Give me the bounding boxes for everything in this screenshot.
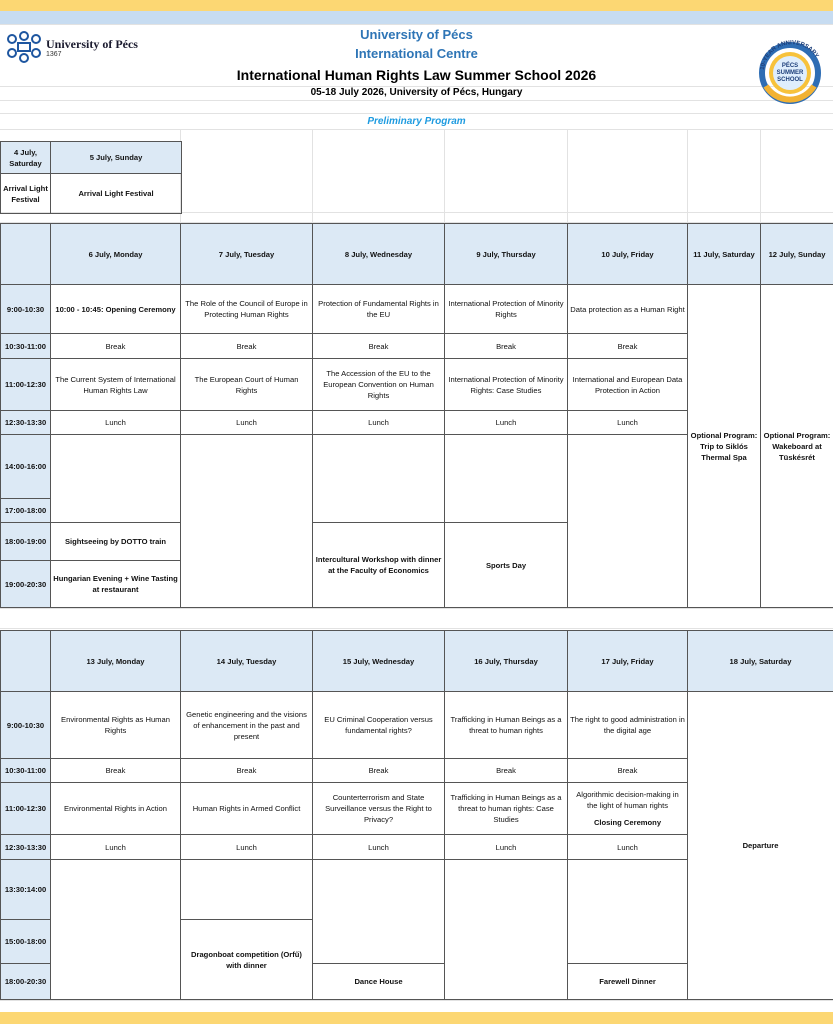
- week2-day-header: 16 July, Thursday: [445, 631, 568, 692]
- week2-corner: [1, 631, 51, 692]
- session-cell: Human Rights in Armed Conflict: [181, 783, 313, 835]
- empty-cell: [445, 435, 568, 523]
- event-dates: 05-18 July 2026, University of Pécs, Hungary: [310, 87, 523, 98]
- week2-day-header: 18 July, Saturday: [688, 631, 833, 692]
- week1-day-header: 8 July, Wednesday: [313, 224, 445, 285]
- session-cell: The Accession of the EU to the European Convention on Human Rights: [313, 359, 445, 411]
- week1-day-header: 10 July, Friday: [568, 224, 688, 285]
- lunch-cell: Lunch: [568, 411, 688, 435]
- session-cell: Environmental Rights as Human Rights: [51, 692, 181, 759]
- time-slot: 13:30:14:00: [1, 860, 51, 920]
- time-slot: 19:00-20:30: [1, 561, 51, 608]
- lunch-cell: Lunch: [445, 835, 568, 860]
- session-cell: Environmental Rights in Action: [51, 783, 181, 835]
- bottom-band: [0, 1012, 833, 1024]
- centre-name: International Centre: [355, 46, 478, 61]
- time-slot: 15:00-18:00: [1, 920, 51, 964]
- session-cell: Genetic engineering and the visions of enhancement in the past and present: [181, 692, 313, 759]
- lunch-cell: Lunch: [445, 411, 568, 435]
- session-cell: EU Criminal Cooperation versus fundamental rights?: [313, 692, 445, 759]
- top-band: [0, 0, 833, 11]
- break-cell: Break: [51, 759, 181, 783]
- session-cell: The right to good administration in the digital age: [568, 692, 688, 759]
- top-band-blue: [0, 11, 833, 24]
- farewell-dinner: Farewell Dinner: [568, 964, 688, 1000]
- time-slot: 12:30-13:30: [1, 411, 51, 435]
- week2-day-header: 14 July, Tuesday: [181, 631, 313, 692]
- time-slot: 9:00-10:30: [1, 692, 51, 759]
- session-cell-with-closing: [568, 783, 688, 835]
- session-cell: International Protection of Minority Rights: Case Studies: [445, 359, 568, 411]
- session-title: Algorithmic decision-making in the light of human rights: [576, 790, 679, 810]
- empty-cell: [51, 860, 181, 1000]
- lunch-cell: Lunch: [313, 835, 445, 860]
- week1-day-header: 12 July, Sunday: [761, 224, 833, 285]
- break-cell: Break: [313, 334, 445, 359]
- break-cell: Break: [445, 334, 568, 359]
- logo-year: 1367: [46, 51, 62, 58]
- sports-day: Sports Day: [445, 523, 568, 608]
- week2-schedule-table: [0, 630, 833, 1000]
- week1-day-header: 7 July, Tuesday: [181, 224, 313, 285]
- empty-cell: [51, 435, 181, 523]
- empty-cell: [445, 860, 568, 1000]
- arrival-day-2: 5 July, Sunday: [51, 142, 182, 174]
- lunch-cell: Lunch: [181, 411, 313, 435]
- lunch-cell: Lunch: [313, 411, 445, 435]
- session-cell: Trafficking in Human Beings as a threat to human rights: [445, 692, 568, 759]
- session-cell: Protection of Fundamental Rights in the EU: [313, 285, 445, 334]
- arrival-table: [0, 141, 182, 214]
- session-cell: International and European Data Protection in Action: [568, 359, 688, 411]
- opening-ceremony: 10:00 - 10:45: Opening Ceremony: [51, 285, 181, 334]
- break-cell: Break: [445, 759, 568, 783]
- session-cell: The European Court of Human Rights: [181, 359, 313, 411]
- week2-day-header: 15 July, Wednesday: [313, 631, 445, 692]
- empty-cell: [313, 860, 445, 964]
- arrival-event-2: Arrival Light Festival: [51, 174, 182, 214]
- arrival-day-1: 4 July, Saturday: [1, 142, 51, 174]
- session-cell: Counterterrorism and State Surveillance versus the Right to Privacy?: [313, 783, 445, 835]
- badge-line3: SCHOOL: [777, 77, 803, 83]
- break-cell: Break: [313, 759, 445, 783]
- dance-house: Dance House: [313, 964, 445, 1000]
- break-cell: Break: [51, 334, 181, 359]
- hungarian-evening: Hungarian Evening + Wine Tasting at restaurant: [51, 561, 181, 608]
- session-cell: The Current System of International Human Rights Law: [51, 359, 181, 411]
- session-cell: Trafficking in Human Beings as a threat to human rights: Case Studies: [445, 783, 568, 835]
- week1-schedule-table: [0, 223, 833, 608]
- time-slot: 11:00-12:30: [1, 359, 51, 411]
- program-subtitle: Preliminary Program: [367, 116, 466, 127]
- break-cell: Break: [181, 759, 313, 783]
- lunch-cell: Lunch: [181, 835, 313, 860]
- optional-program-saturday: Optional Program: Trip to Siklós Thermal Spa: [688, 285, 761, 608]
- dragonboat-event: Dragonboat competition (Orfű) with dinner: [181, 920, 313, 1000]
- session-cell: Data protection as a Human Right: [568, 285, 688, 334]
- time-slot: 11:00-12:30: [1, 783, 51, 835]
- week1-day-header: 6 July, Monday: [51, 224, 181, 285]
- session-cell: The Role of the Council of Europe in Protecting Human Rights: [181, 285, 313, 334]
- time-slot: 12:30-13:30: [1, 835, 51, 860]
- time-slot: 10:30-11:00: [1, 759, 51, 783]
- time-slot: 17:00-18:00: [1, 499, 51, 523]
- break-cell: Break: [181, 334, 313, 359]
- sightseeing-event: Sightseeing by DOTTO train: [51, 523, 181, 561]
- lunch-cell: Lunch: [51, 411, 181, 435]
- break-cell: Break: [568, 334, 688, 359]
- empty-cell: [181, 860, 313, 920]
- empty-cell: [313, 435, 445, 523]
- lunch-cell: Lunch: [51, 835, 181, 860]
- time-slot: 10:30-11:00: [1, 334, 51, 359]
- time-slot: 18:00-20:30: [1, 964, 51, 1000]
- page-title: International Human Rights Law Summer School 2026: [236, 67, 597, 83]
- badge-line1: PÉCS: [781, 63, 799, 69]
- arrival-event-1: Arrival Light Festival: [1, 174, 51, 214]
- week1-day-header: 11 July, Saturday: [688, 224, 761, 285]
- empty-cell: [568, 860, 688, 964]
- logo-name: University of Pécs: [46, 37, 138, 51]
- empty-cell: [568, 435, 688, 608]
- intercultural-workshop: Intercultural Workshop with dinner at the Faculty of Economics: [313, 523, 445, 608]
- time-slot: 18:00-19:00: [1, 523, 51, 561]
- week1-corner: [1, 224, 51, 285]
- optional-program-sunday: Optional Program: Wakeboard at Tüskésrét: [761, 285, 833, 608]
- week2-day-header: 13 July, Monday: [51, 631, 181, 692]
- badge-line2: SUMMER: [776, 70, 804, 76]
- week1-day-header: 9 July, Thursday: [445, 224, 568, 285]
- week2-day-header: 17 July, Friday: [568, 631, 688, 692]
- session-cell: International Protection of Minority Rights: [445, 285, 568, 334]
- badge-ring-text: 10-YEAR ANNIVERSARY: [759, 40, 820, 71]
- empty-cell: [181, 435, 313, 608]
- time-slot: 14:00-16:00: [1, 435, 51, 499]
- lunch-cell: Lunch: [568, 835, 688, 860]
- closing-ceremony: Closing Ceremony: [593, 818, 662, 827]
- break-cell: Break: [568, 759, 688, 783]
- departure-cell: Departure: [688, 692, 833, 1000]
- university-name: University of Pécs: [360, 27, 473, 42]
- time-slot: 9:00-10:30: [1, 285, 51, 334]
